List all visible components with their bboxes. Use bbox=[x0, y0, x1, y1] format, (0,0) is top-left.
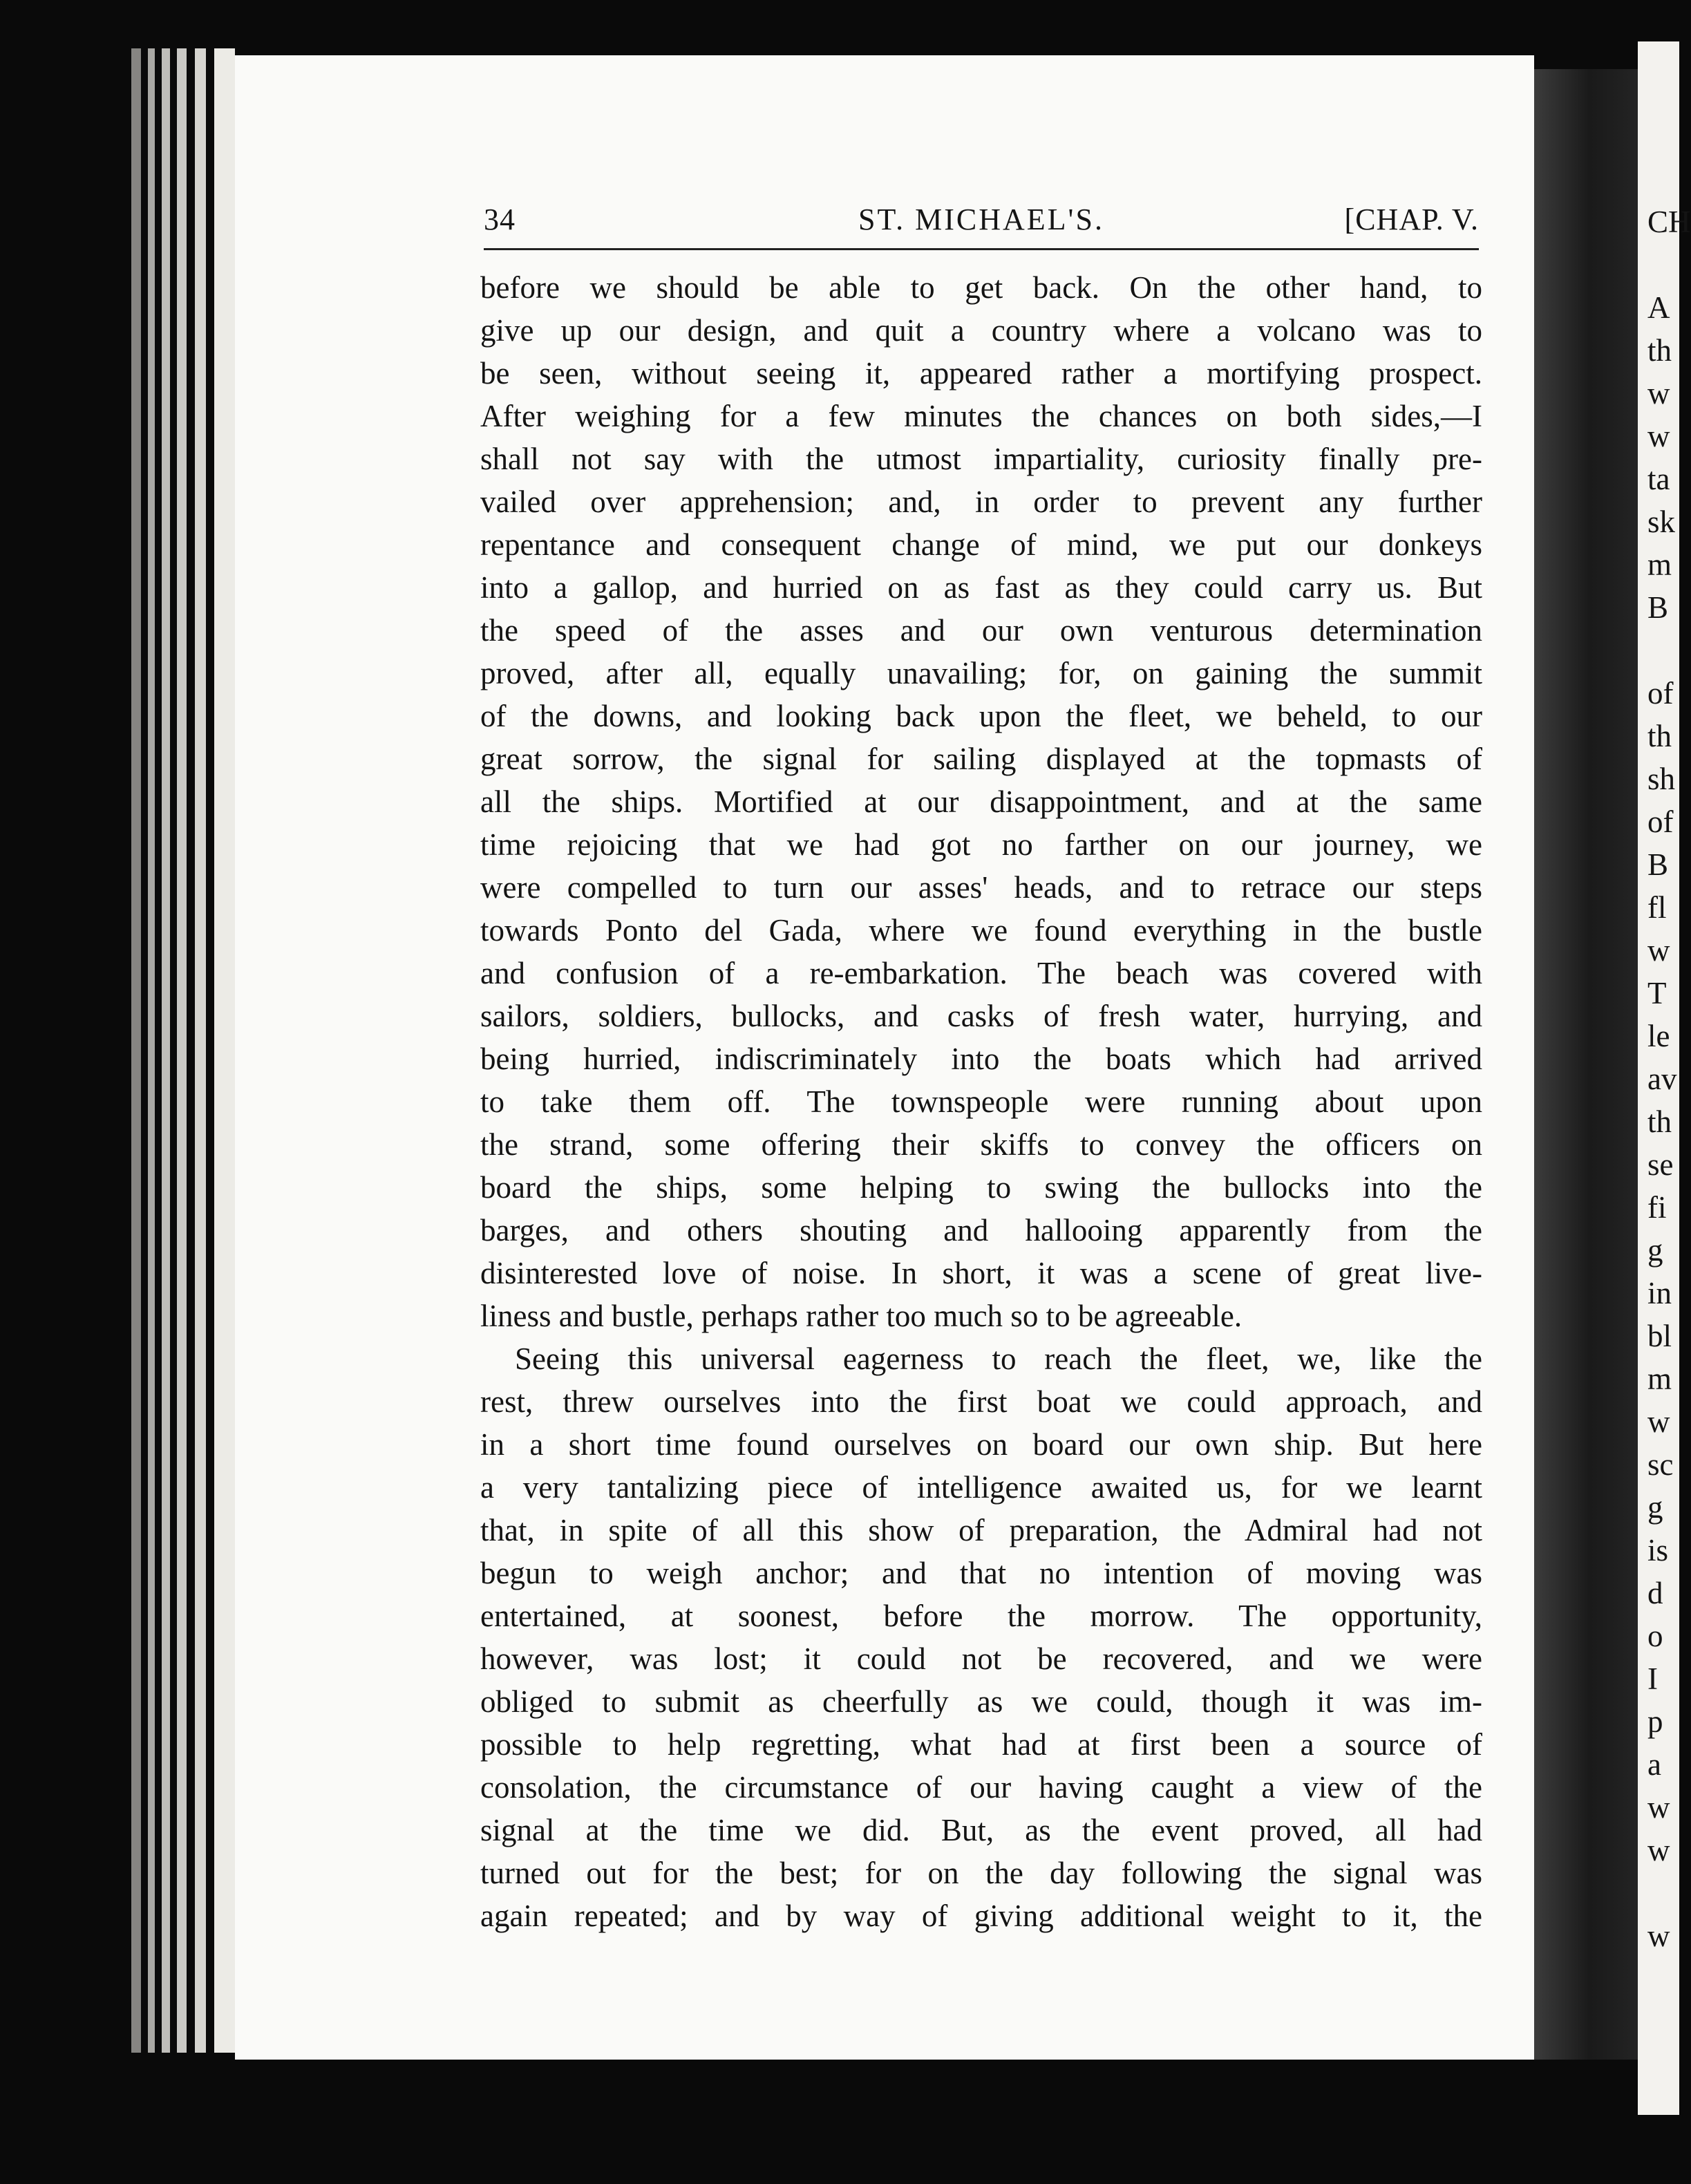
text-line: vailed over apprehension; and, in order to prevent any further bbox=[480, 484, 1482, 519]
text-line: being hurried, indiscriminately into the boats which had arrived bbox=[480, 1042, 1482, 1076]
facing-page-fragment: sh bbox=[1647, 762, 1676, 796]
text-line: barges, and others shouting and hallooing apparently from the bbox=[480, 1213, 1482, 1248]
facing-page-fragment: sc bbox=[1647, 1447, 1674, 1482]
text-line: obliged to submit as cheerfully as we could, though it was im- bbox=[480, 1684, 1482, 1719]
facing-page-fragment: w bbox=[1647, 1790, 1670, 1825]
text-line: proved, after all, equally unavailing; for, on gaining the summit bbox=[480, 656, 1482, 690]
facing-page-fragment bbox=[1647, 629, 1679, 672]
text-line: towards Ponto del Gada, where we found everything in the bustle bbox=[480, 913, 1482, 948]
text-line: liness and bustle, perhaps rather too much so to be agreeable. bbox=[480, 1299, 1243, 1333]
text-line: sailors, soldiers, bullocks, and casks of fresh water, hurrying, and bbox=[480, 999, 1482, 1033]
text-line: were compelled to turn our asses' heads, and to retrace our steps bbox=[480, 870, 1482, 905]
facing-page-fragment: bl bbox=[1647, 1319, 1672, 1353]
facing-page-fragment: w bbox=[1647, 376, 1670, 411]
facing-page-fragment bbox=[1647, 243, 1679, 286]
facing-page-fragment: fl bbox=[1647, 890, 1667, 925]
body-text bbox=[480, 266, 1482, 1937]
text-line: board the ships, some helping to swing the bullocks into the bbox=[480, 1170, 1482, 1205]
text-line: before we should be able to get back. On the other hand, to bbox=[480, 270, 1482, 305]
facing-page-fragment: of bbox=[1647, 676, 1674, 710]
header-rule bbox=[484, 248, 1479, 250]
facing-page-fragment: d bbox=[1647, 1576, 1663, 1610]
facing-page-fragment: w bbox=[1647, 933, 1670, 968]
facing-page-fragment: ta bbox=[1647, 462, 1670, 496]
facing-page-fragment: g bbox=[1647, 1233, 1663, 1268]
facing-page-fragment bbox=[1647, 1872, 1679, 1914]
text-line: begun to weigh anchor; and that no intention of moving was bbox=[480, 1556, 1482, 1590]
facing-page-fragment: th bbox=[1647, 333, 1672, 368]
facing-page-fragment: th bbox=[1647, 719, 1672, 753]
text-line: After weighing for a few minutes the chances on both sides,—I bbox=[480, 399, 1482, 433]
running-title: ST. MICHAEL'S. bbox=[858, 203, 1104, 236]
facing-page-fragment: o bbox=[1647, 1619, 1663, 1653]
facing-page-fragment: A bbox=[1647, 290, 1670, 325]
facing-page-fragment: g bbox=[1647, 1490, 1663, 1525]
facing-page-fragment: fi bbox=[1647, 1190, 1667, 1225]
text-line: signal at the time we did. But, as the event proved, all had bbox=[480, 1813, 1482, 1847]
chapter-label: [CHAP. V. bbox=[1344, 203, 1479, 236]
text-line: entertained, at soonest, before the morrow. The opportunity, bbox=[480, 1599, 1482, 1633]
facing-page-fragment: is bbox=[1647, 1533, 1669, 1568]
text-line: a very tantalizing piece of intelligence awaited us, for we learnt bbox=[480, 1470, 1482, 1505]
text-line: consolation, the circumstance of our having caught a view of the bbox=[480, 1770, 1482, 1805]
text-line: shall not say with the utmost impartiality, curiosity finally pre- bbox=[480, 442, 1482, 476]
facing-page-fragment: of bbox=[1647, 804, 1674, 839]
facing-page-fragment: I bbox=[1647, 1661, 1658, 1696]
facing-page-fragment: w bbox=[1647, 419, 1670, 453]
text-line: rest, threw ourselves into the first boat we could approach, and bbox=[480, 1384, 1482, 1419]
text-line: to take them off. The townspeople were running about upon bbox=[480, 1084, 1482, 1119]
facing-page-fragment: a bbox=[1647, 1747, 1661, 1782]
facing-page-fragment: T bbox=[1647, 976, 1667, 1010]
facing-page-fragment: th bbox=[1647, 1104, 1672, 1139]
facing-page-fragment: sk bbox=[1647, 505, 1676, 539]
facing-page-fragment: w bbox=[1647, 1833, 1670, 1867]
text-line: disinterested love of noise. In short, it was a scene of great live- bbox=[480, 1256, 1482, 1290]
text-line: and confusion of a re-embarkation. The beach was covered with bbox=[480, 956, 1482, 990]
page-edges-left bbox=[131, 48, 235, 2053]
facing-page-fragment: w bbox=[1647, 1919, 1670, 1953]
facing-page-text bbox=[1647, 200, 1691, 1957]
paragraph bbox=[480, 1337, 1482, 1937]
facing-page-fragment: av bbox=[1647, 1062, 1677, 1096]
facing-page-fragment: le bbox=[1647, 1019, 1670, 1053]
facing-page-fragment: B bbox=[1647, 590, 1669, 625]
text-line: of the downs, and looking back upon the fleet, we beheld, to our bbox=[480, 699, 1482, 733]
facing-page-fragment: B bbox=[1647, 847, 1669, 882]
paragraph bbox=[480, 266, 1482, 1337]
facing-page-fragment: CH bbox=[1647, 205, 1691, 239]
facing-page-fragment: p bbox=[1647, 1704, 1663, 1739]
text-line: into a gallop, and hurried on as fast as they could carry us. But bbox=[480, 570, 1482, 605]
facing-page-fragment: m bbox=[1647, 547, 1672, 582]
facing-page-fragment: in bbox=[1647, 1276, 1672, 1310]
text-line: great sorrow, the signal for sailing displayed at the topmasts of bbox=[480, 742, 1482, 776]
text-line: time rejoicing that we had got no farther on our journey, we bbox=[480, 827, 1482, 862]
text-line: possible to help regretting, what had at first been a source of bbox=[480, 1727, 1482, 1762]
facing-page-fragment: m bbox=[1647, 1362, 1672, 1396]
text-line: all the ships. Mortified at our disappointment, and at the same bbox=[480, 784, 1482, 819]
text-line: in a short time found ourselves on board our own ship. But here bbox=[480, 1427, 1482, 1462]
text-line: give up our design, and quit a country where a volcano was to bbox=[480, 313, 1482, 348]
text-line: turned out for the best; for on the day following the signal was bbox=[480, 1856, 1482, 1890]
text-line: the strand, some offering their skiffs to convey the officers on bbox=[480, 1127, 1482, 1162]
text-line: the speed of the asses and our own venturous determination bbox=[480, 613, 1482, 648]
facing-page-fragment: se bbox=[1647, 1147, 1674, 1182]
facing-page-fragment: w bbox=[1647, 1404, 1670, 1439]
text-line: however, was lost; it could not be recovered, and we were bbox=[480, 1641, 1482, 1676]
page-number: 34 bbox=[484, 203, 516, 236]
text-line: repentance and consequent change of mind, we put our donkeys bbox=[480, 527, 1482, 562]
text-line: that, in spite of all this show of preparation, the Admiral had not bbox=[480, 1513, 1482, 1547]
text-line: be seen, without seeing it, appeared rather a mortifying prospect. bbox=[480, 356, 1482, 390]
text-line: Seeing this universal eagerness to reach the fleet, we, like the bbox=[515, 1342, 1482, 1376]
running-header bbox=[484, 202, 1479, 243]
text-line: again repeated; and by way of giving additional weight to it, the bbox=[480, 1899, 1482, 1933]
